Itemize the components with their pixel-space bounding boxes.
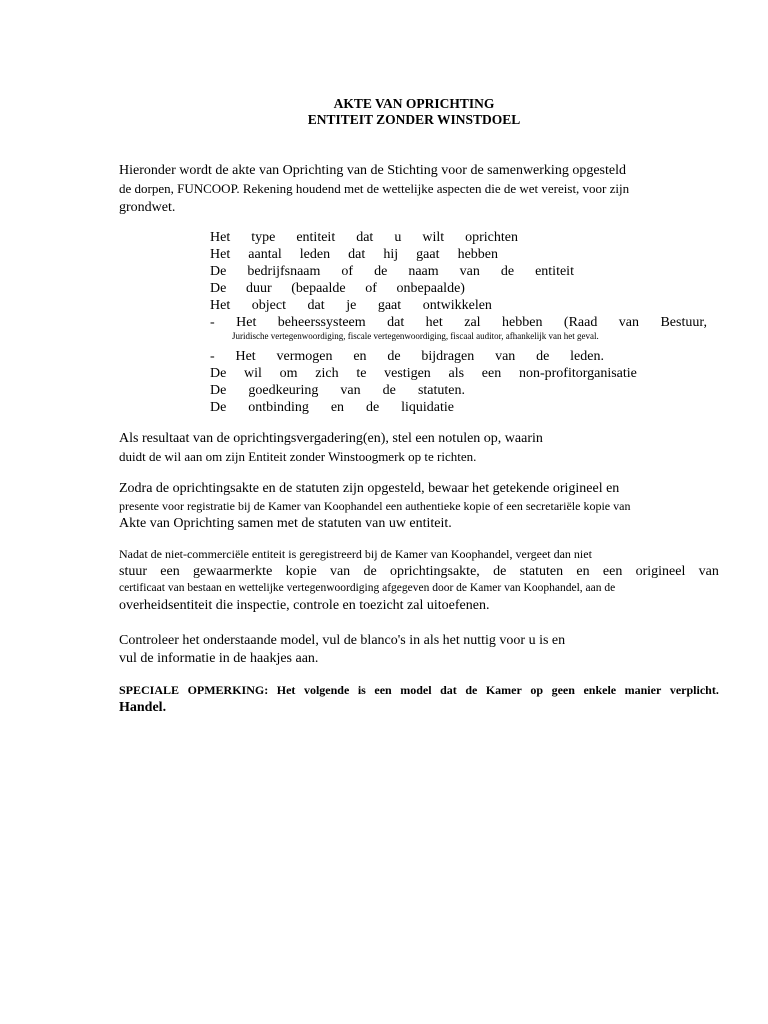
word: SPECIALE — [119, 683, 180, 697]
word: OPMERKING: — [187, 683, 269, 697]
paragraph-line: certificaat van bestaan en wettelijke vertegenwoordiging afgegeven door de Kamer van Koophandel, aan de — [119, 582, 616, 594]
word: gaat — [377, 298, 402, 313]
word: kopie — [285, 564, 317, 579]
word: volgende — [303, 683, 350, 697]
word: van — [495, 349, 516, 364]
word: de — [374, 264, 388, 279]
word: hij — [383, 247, 399, 262]
word: De — [210, 400, 227, 415]
word: de — [382, 383, 396, 398]
intro-line: de dorpen, FUNCOOP. Rekening houdend met de wettelijke aspecten die de wet vereist, voor zijn — [119, 181, 630, 196]
paragraph-line: Als resultaat van de oprichtingsvergadering(en), stel een notulen op, waarin — [119, 431, 543, 446]
word: dat — [307, 298, 325, 313]
word: dat — [440, 683, 457, 697]
word: gaat — [416, 247, 440, 262]
word: entiteit — [296, 230, 336, 245]
word: bijdragen — [421, 349, 475, 364]
word: een — [374, 683, 392, 697]
special-note-line — [119, 682, 719, 699]
word: statuten. — [417, 383, 465, 398]
word: verplicht. — [669, 683, 719, 697]
list-item — [210, 263, 574, 280]
list-item — [210, 314, 707, 331]
list-item — [210, 399, 454, 416]
word: en — [576, 564, 590, 579]
word: De — [210, 366, 227, 381]
list-item — [210, 348, 604, 365]
word: als — [448, 366, 465, 381]
word: om — [279, 366, 298, 381]
word: de — [365, 400, 380, 415]
intro-line: grondwet. — [119, 200, 176, 215]
word: oprichten — [465, 230, 518, 245]
word: liquidatie — [401, 400, 454, 415]
word: aantal — [248, 247, 282, 262]
paragraph-line: vul de informatie in de haakjes aan. — [119, 651, 319, 666]
word: stuur — [119, 564, 147, 579]
list-item — [210, 229, 518, 246]
word: dat — [348, 247, 366, 262]
word: beheerssysteem — [277, 315, 366, 330]
word: de — [363, 564, 377, 579]
word: van — [459, 264, 480, 279]
paragraph-line: overheidsentiteit die inspectie, controle en toezicht zal uitoefenen. — [119, 598, 490, 613]
intro-paragraph — [119, 162, 719, 217]
word: wil — [244, 366, 262, 381]
word: een — [602, 564, 623, 579]
word: een — [160, 564, 180, 579]
word: een — [481, 366, 502, 381]
word: zal — [464, 315, 481, 330]
word: Het — [210, 247, 231, 262]
word: de — [465, 683, 478, 697]
word: of — [341, 264, 354, 279]
word: zich — [315, 366, 339, 381]
word: en — [353, 349, 367, 364]
word: non-profitorganisatie — [518, 366, 637, 381]
word: duur — [245, 281, 272, 296]
title-line-1: AKTE VAN OPRICHTING — [333, 96, 495, 111]
word: Kamer — [485, 683, 522, 697]
document-title — [0, 96, 768, 128]
title-line-2: ENTITEIT ZONDER WINSTDOEL — [307, 112, 521, 127]
word: oprichtingsakte, — [389, 564, 480, 579]
word: vestigen — [384, 366, 431, 381]
list-item — [210, 246, 498, 263]
word: geen — [551, 683, 575, 697]
word: bedrijfsnaam — [247, 264, 321, 279]
word: Bestuur, — [660, 315, 707, 330]
paragraph-line: Akte van Oprichting samen met de statuten van uw entiteit. — [119, 516, 452, 531]
word: model — [400, 683, 432, 697]
word: De — [210, 383, 227, 398]
word: gewaarmerkte — [193, 564, 273, 579]
requirements-list — [210, 229, 710, 416]
word: Het — [210, 298, 231, 313]
intro-line: Hieronder wordt de akte van Oprichting van de Stichting voor de samenwerking opgesteld — [119, 163, 626, 178]
check-paragraph — [119, 632, 719, 668]
special-note-line: Handel. — [119, 700, 167, 715]
word: hebben — [502, 315, 543, 330]
word: De — [210, 264, 227, 279]
word: vermogen — [276, 349, 333, 364]
paragraph-line: Nadat de niet-commerciële entiteit is geregistreerd bij de Kamer van Koophandel, vergeet dan niet — [119, 547, 592, 561]
word: (Raad — [563, 315, 598, 330]
deed-paragraph — [119, 480, 719, 533]
paragraph-line: Zodra de oprichtingsakte en de statuten zijn opgesteld, bewaar het getekende origineel en — [119, 481, 620, 496]
word: of — [365, 281, 377, 296]
word: is — [357, 683, 366, 697]
list-item — [210, 365, 637, 382]
word: naam — [408, 264, 439, 279]
word: je — [346, 298, 357, 313]
paragraph-line: duidt de wil aan om zijn Entiteit zonder Winstoogmerk op te richten. — [119, 449, 477, 464]
word: ontwikkelen — [422, 298, 492, 313]
word: object — [251, 298, 286, 313]
word: De — [210, 281, 227, 296]
word: van — [698, 564, 719, 579]
word: goedkeuring — [248, 383, 319, 398]
word: Het — [235, 349, 256, 364]
special-note — [119, 682, 719, 717]
word: enkele — [583, 683, 617, 697]
word: Het — [236, 315, 257, 330]
registered-paragraph — [119, 546, 719, 615]
list-item — [210, 297, 492, 314]
word: origineel — [635, 564, 686, 579]
word: type — [251, 230, 276, 245]
word: op — [530, 683, 544, 697]
word: manier — [624, 683, 662, 697]
word: u — [394, 230, 402, 245]
word: Het — [210, 230, 231, 245]
list-item — [210, 280, 465, 297]
paragraph-line: Controleer het onderstaande model, vul de blanco's in als het nuttig voor u is en — [119, 633, 566, 648]
word: de — [493, 564, 507, 579]
word: van — [618, 315, 640, 330]
word: het — [425, 315, 443, 330]
word: (bepaalde — [291, 281, 346, 296]
word: hebben — [457, 247, 498, 262]
paragraph-line — [119, 563, 719, 580]
word: leden. — [570, 349, 604, 364]
list-item-note: Juridische vertegenwoordiging, fiscale vertegenwoordiging, fiscaal auditor, afhankelijk van het geval. — [232, 331, 599, 341]
word: - — [210, 349, 215, 364]
word: de — [536, 349, 550, 364]
word: ontbinding — [248, 400, 309, 415]
word: dat — [387, 315, 405, 330]
word: de — [387, 349, 401, 364]
result-paragraph — [119, 430, 719, 465]
word: te — [356, 366, 367, 381]
word: - — [210, 315, 215, 330]
word: entiteit — [535, 264, 574, 279]
word: Het — [276, 683, 296, 697]
word: statuten — [519, 564, 564, 579]
paragraph-line: presente voor registratie bij de Kamer van Koophandel een authentieke kopie of een secretariële kopie van — [119, 499, 631, 513]
list-item — [210, 382, 465, 399]
word: van — [340, 383, 361, 398]
word: leden — [299, 247, 331, 262]
word: van — [329, 564, 351, 579]
word: en — [330, 400, 345, 415]
word: wilt — [422, 230, 445, 245]
word: onbepaalde) — [396, 281, 465, 296]
word: de — [500, 264, 515, 279]
word: dat — [356, 230, 374, 245]
